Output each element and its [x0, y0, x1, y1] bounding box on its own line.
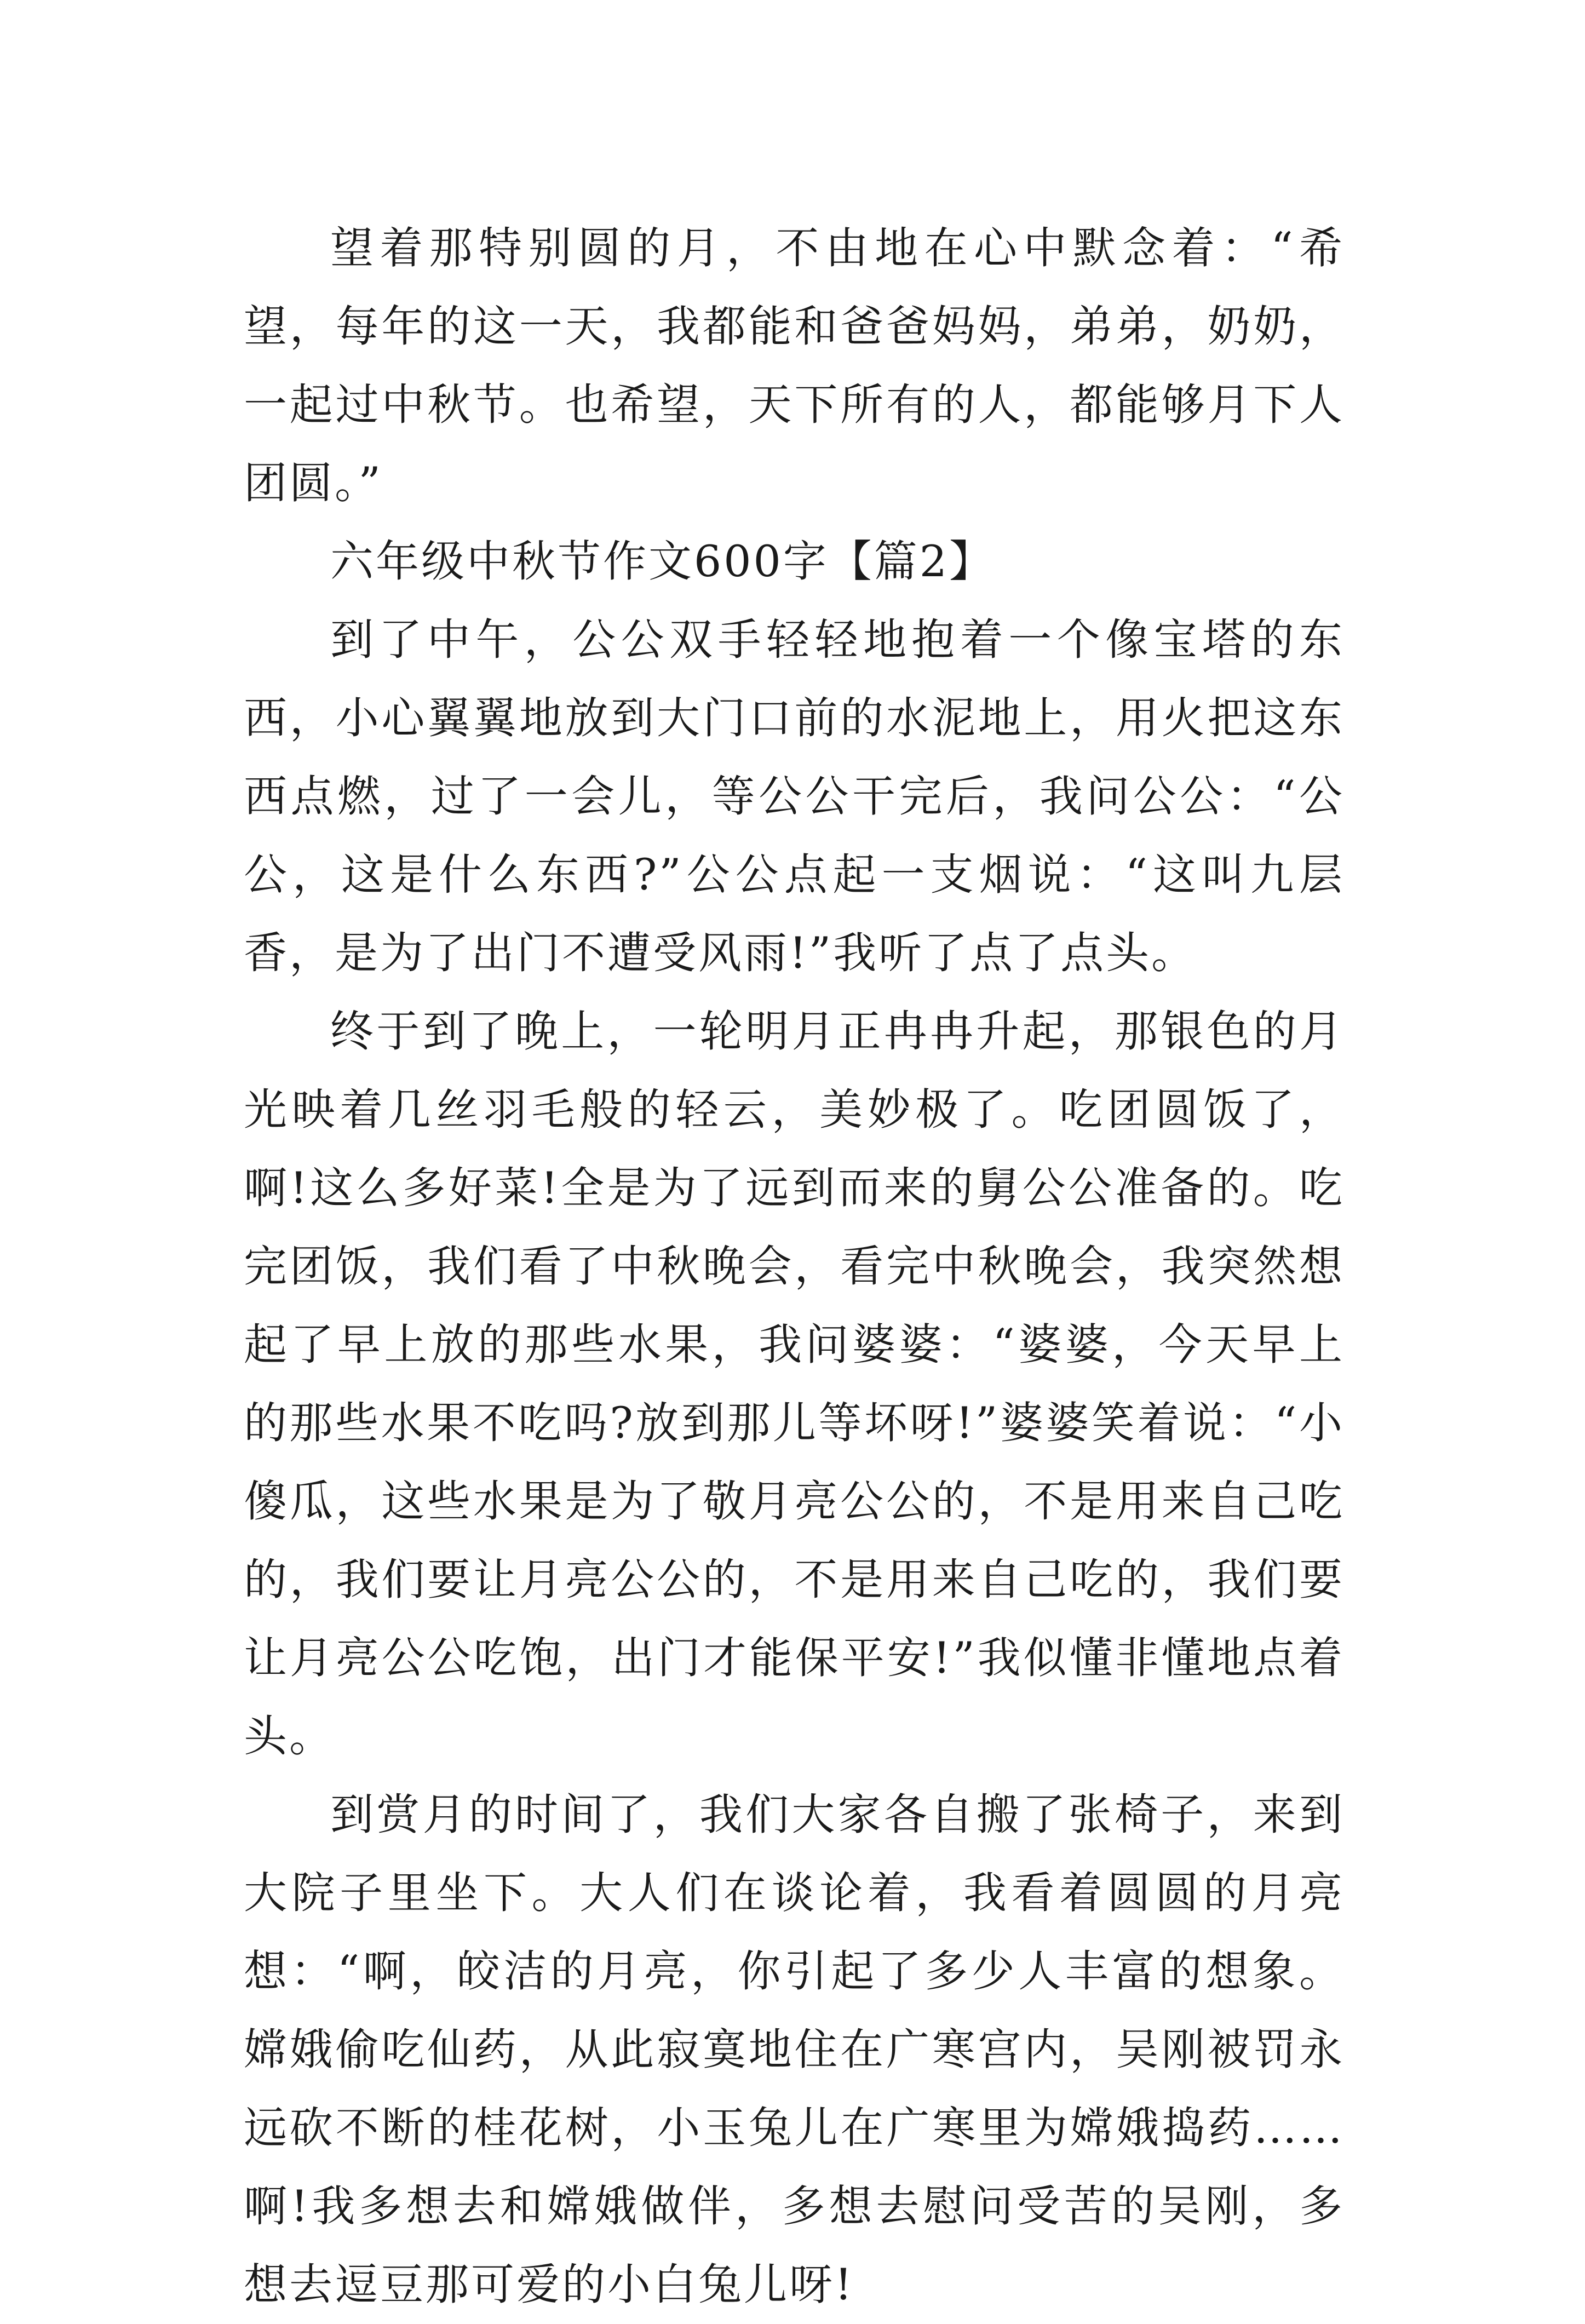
section-heading: 六年级中秋节作文600字【篇2】: [330, 536, 995, 587]
paragraph-closing-wish: 望着那特别圆的月，不由地在心中默念着：“希望，每年的这一天，我都能和爸爸妈妈，弟弟，奶奶，一起过中秋节。也希望，天下所有的人，都能够月下人团圆。”: [244, 223, 1345, 508]
document-body: [244, 209, 1345, 2324]
paragraph-evening-dinner: 终于到了晚上，一轮明月正冉冉升起，那银色的月光映着几丝羽毛般的轻云，美妙极了。吃团圆饭了，啊!这么多好菜!全是为了远到而来的舅公公准备的。吃完团饭，我们看了中秋晚会，看完中秋晚会，我突然想起了早上放的那些水果，我问婆婆：“婆婆，今天早上的那些水果不吃吗?放到那儿等坏呀!”婆婆笑着说：“小傻瓜，这些水果是为了敬月亮公公的，不是用来自己吃的，我们要让月亮公公的，不是用来自己吃的，我们要让月亮公公吃饱，出门才能保平安!”我似懂非懂地点着头。: [244, 1006, 1345, 1761]
paragraph-noon-incense: 到了中午，公公双手轻轻地抱着一个像宝塔的东西，小心翼翼地放到大门口前的水泥地上，用火把这东西点燃，过了一会儿，等公公干完后，我问公公：“公公，这是什么东西?”公公点起一支烟说：“这叫九层香，是为了出门不遭受风雨!”我听了点了点头。: [244, 615, 1345, 978]
paragraph-moon-viewing: 到赏月的时间了，我们大家各自搬了张椅子，来到大院子里坐下。大人们在谈论着，我看着圆圆的月亮想：“啊，皎洁的月亮，你引起了多少人丰富的想象。嫦娥偷吃仙药，从此寂寞地住在广寒宫内，吴刚被罚永远砍不断的桂花树，小玉兔儿在广寒里为嫦娥捣药……啊!我多想去和嫦娥做伴，多想去慰问受苦的吴刚，多想去逗豆那可爱的小白兔儿呀!: [244, 1789, 1345, 2310]
